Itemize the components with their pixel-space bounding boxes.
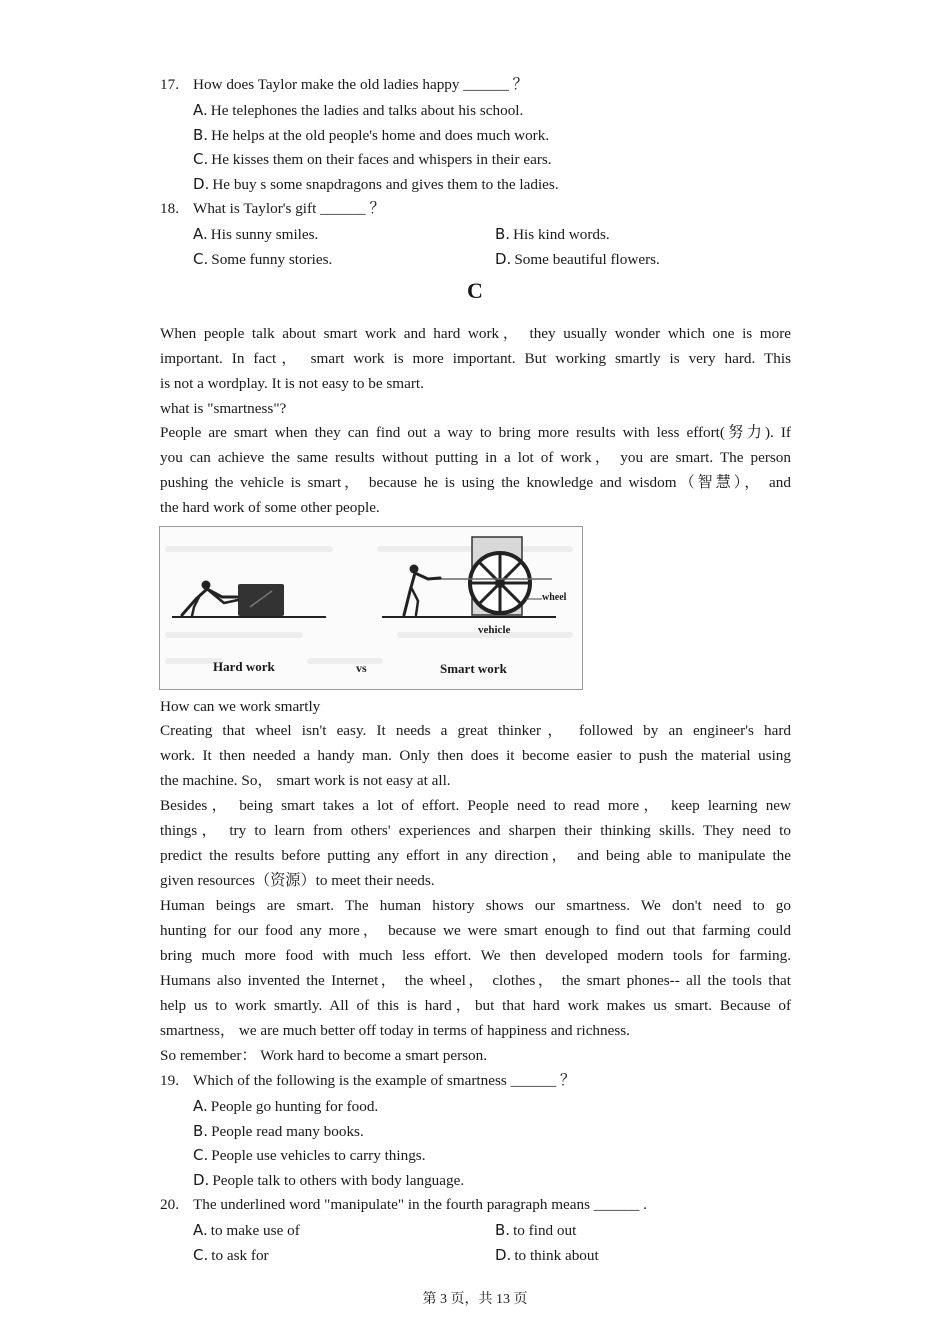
option-c: C. He kisses them on their faces and whispers in their ears. (193, 150, 552, 168)
passage-line: important. In fact， smart work is more important. But working smartly is very hard. This (160, 349, 791, 367)
option-a: A. His sunny smiles. (193, 225, 319, 243)
option-c: C. Some funny stories. (193, 250, 333, 268)
option-b: B. to find out (495, 1221, 577, 1239)
question-stem: How does Taylor make the old ladies happy ______ ？ (193, 76, 528, 93)
passage-heading-how: How can we work smartly (160, 698, 321, 715)
option-a: A. to make use of (193, 1221, 300, 1239)
question-number: 17. (160, 76, 179, 93)
option-d: D. He buy s some snapdragons and gives them to the ladies. (193, 175, 559, 193)
option-d: D. Some beautiful flowers. (495, 250, 660, 268)
question-number: 20. (160, 1196, 179, 1213)
passage-conclusion: So remember： Work hard to become a smart person. (160, 1047, 488, 1064)
option-b: B. He helps at the old people's home and does much work. (193, 126, 550, 144)
passage-line: pushing the vehicle is smart， because he is using the knowledge and wisdom（智慧）， and (160, 473, 791, 491)
option-c: C. to ask for (193, 1246, 269, 1264)
option-b: B. His kind words. (495, 225, 610, 243)
passage-line: hunting for our food any more， because we were smart enough to find out that farming could (160, 921, 791, 939)
passage-line: bring much more food with much less effort. We then developed modern tools for farming. (160, 946, 791, 964)
passage-line: the hard work of some other people. (160, 498, 380, 516)
figure-label-vs: vs (356, 661, 367, 675)
option-a: A. He telephones the ladies and talks about his school. (193, 101, 524, 119)
option-a: A. People go hunting for food. (193, 1097, 379, 1115)
passage-line: Creating that wheel isn't easy. It needs a great thinker， followed by an engineer's hard (160, 722, 791, 739)
option-b: B. People read many books. (193, 1122, 364, 1140)
passage-line: things， try to learn from others' experiences and sharpen their thinking skills. They need to (160, 821, 791, 839)
option-c: C. People use vehicles to carry things. (193, 1146, 426, 1164)
passage-line: work. It then needed a handy man. Only then does it become easier to push the material using (160, 746, 791, 764)
passage-line: smartness， we are much better off today in terms of happiness and richness. (160, 1021, 630, 1039)
passage-line: Humans also invented the Internet， the wheel， clothes， the smart phones-- all the tools that (160, 971, 791, 989)
section-title: C (467, 278, 483, 303)
passage-line: People are smart when they can find out a way to bring more results with less effort(努力). If (160, 424, 791, 441)
passage-paragraph-4 (160, 794, 791, 894)
passage-line: given resources（资源）to meet their needs. (160, 871, 435, 889)
question-stem: What is Taylor's gift ______ ？ (193, 200, 385, 217)
question-number: 19. (160, 1072, 179, 1089)
page-footer: 第 3 页，共 13 页 (422, 1292, 528, 1307)
option-d: D. to think about (495, 1246, 599, 1264)
passage-line: is not a wordplay. It is not easy to be smart. (160, 374, 424, 392)
passage-line: Human beings are smart. The human history shows our smartness. We don't need to go (160, 897, 791, 914)
question-number: 18. (160, 200, 179, 217)
passage-line: help us to work smartly. All of this is hard，but that hard work makes us smart. Because of (160, 996, 791, 1014)
passage-line: you can achieve the same results without putting in a lot of work， you are smart. The person (160, 448, 791, 466)
passage-line: Besides， being smart takes a lot of effort. People need to read more， keep learning new (160, 797, 791, 814)
hard-vs-smart-work-figure (159, 526, 583, 690)
passage-paragraph-1 (160, 322, 791, 397)
passage-heading-smartness: what is "smartness"? (160, 400, 287, 417)
passage-paragraph-5 (160, 894, 791, 1043)
passage-line: the machine. So， smart work is not easy at all. (160, 771, 451, 789)
question-stem: Which of the following is the example of smartness ______ ？ (193, 1072, 576, 1089)
hard-work-scene (172, 581, 326, 618)
passage-line: predict the results before putting any effort in any direction， and being able to manipulate the (160, 846, 791, 864)
passage-paragraph-3 (160, 719, 791, 794)
passage-line: When people talk about smart work and hard work， they usually wonder which one is more (160, 325, 791, 342)
passage-paragraph-2 (160, 421, 791, 521)
figure-label-hard-work: Hard work (213, 659, 275, 674)
option-d: D. People talk to others with body language. (193, 1171, 465, 1189)
figure-label-wheel: wheel (542, 592, 567, 603)
question-stem: The underlined word "manipulate" in the fourth paragraph means ______ . (193, 1196, 647, 1213)
figure-label-smart-work: Smart work (440, 661, 507, 676)
figure-label-vehicle: vehicle (478, 624, 511, 636)
